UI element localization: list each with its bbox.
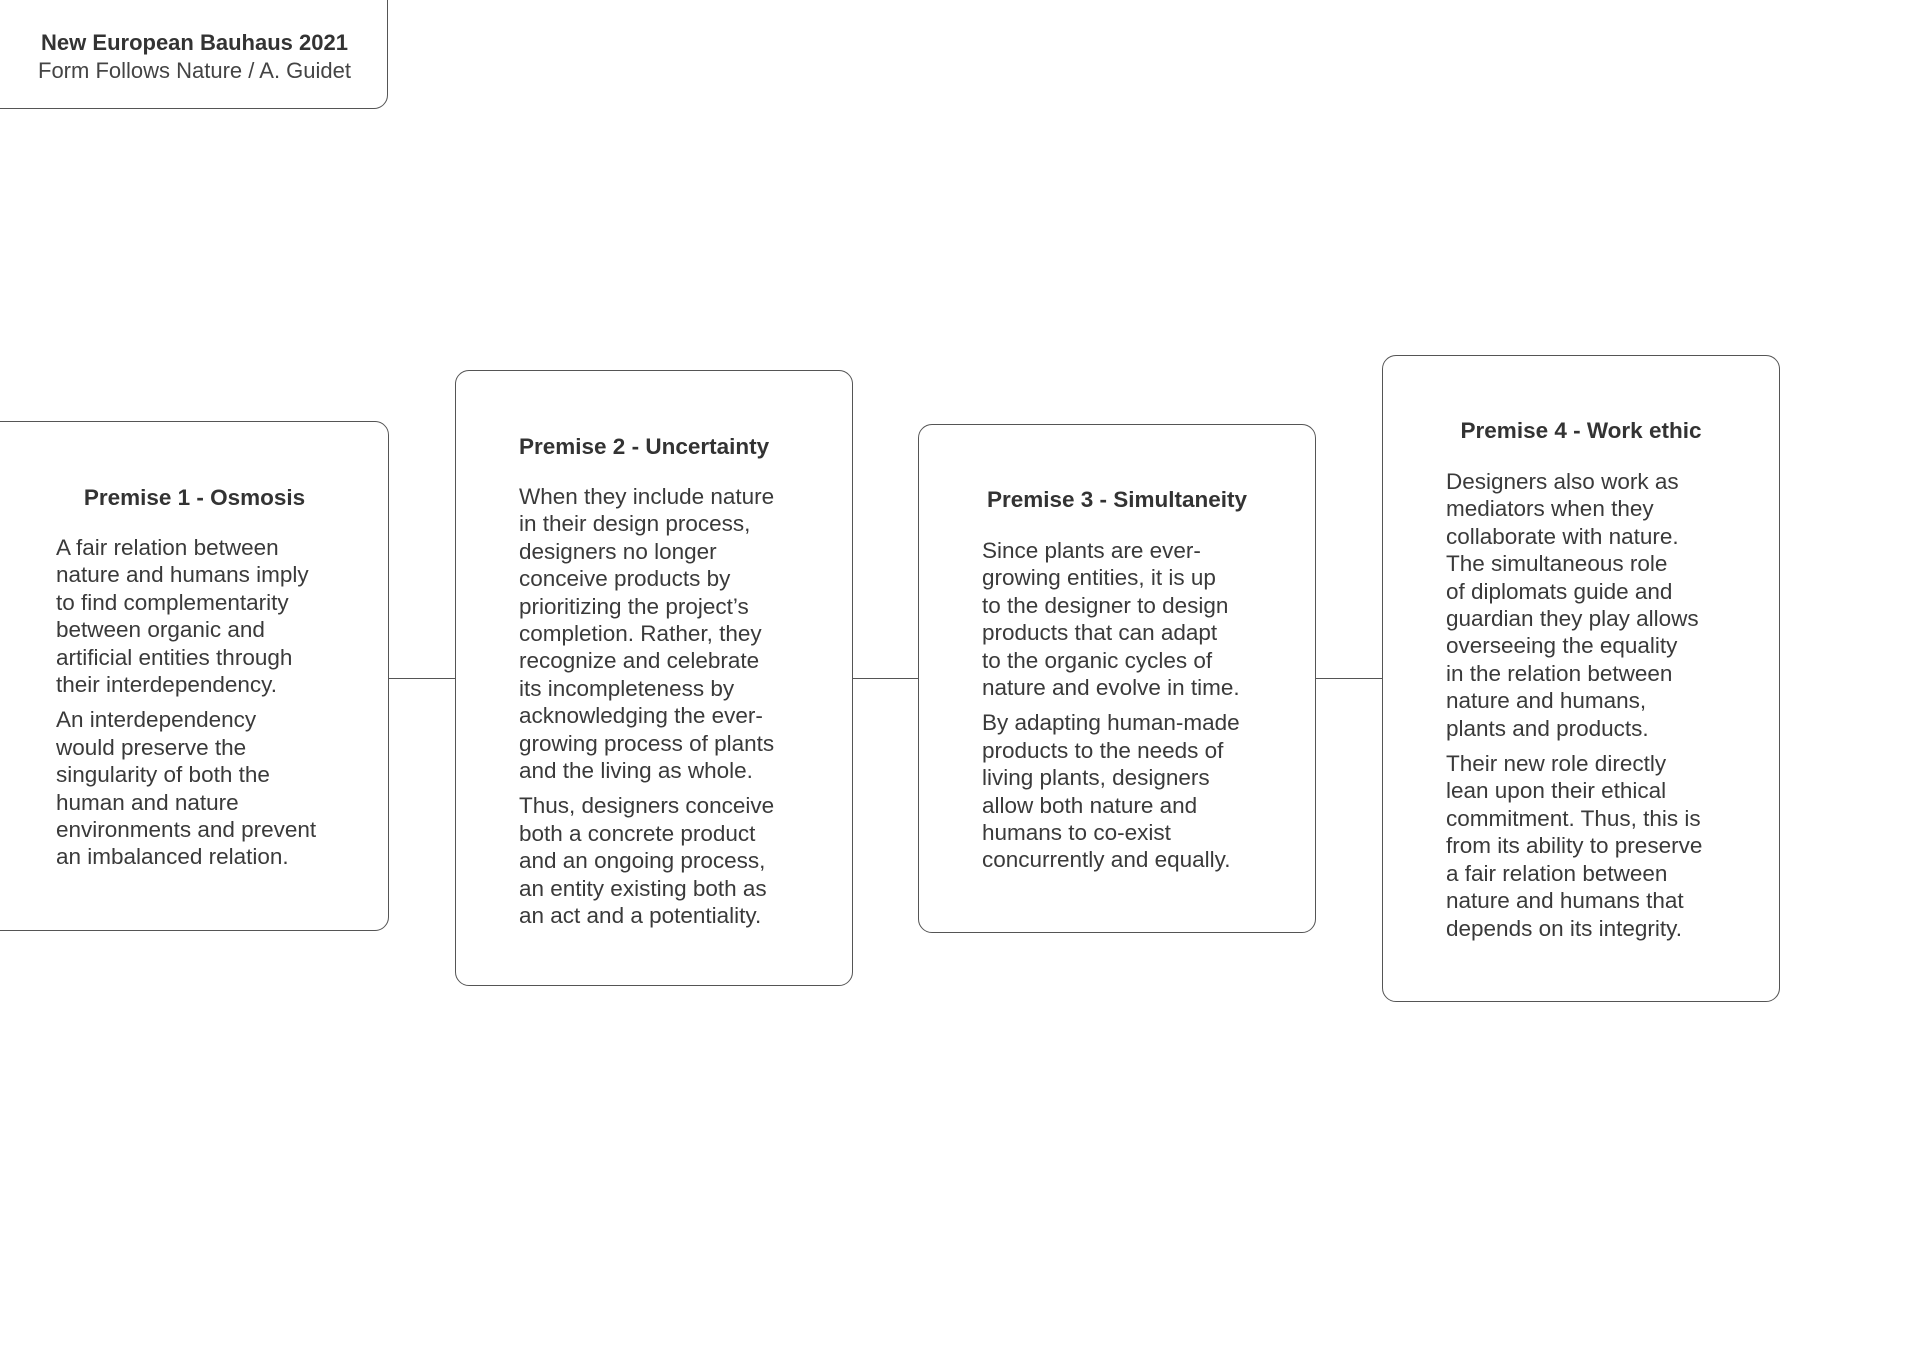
premise-paragraph: Their new role directly lean upon their ethical commitment. Thus, this is from its ability to preserve a fair relation between nature and humans that depends on its integrity. (1446, 751, 1703, 941)
premise-paragraph: An interdependency would preserve the singularity of both the human and nature environments and prevent an imbalanced relation. (56, 707, 317, 870)
header-subtitle: Form Follows Nature / A. Guidet (38, 58, 351, 83)
premise-paragraph: When they include nature in their design process, designers no longer conceive products by prioritizing the project’s completion. Rather, they recognize and celebrate its incompleteness by acknowledging the ever- growing process of plants and the living as whole. (519, 484, 775, 784)
connector-1-2 (389, 678, 455, 679)
premise-paragraph: A fair relation between nature and humans imply to find complementarity between organic and artificial entities through their interdependency. (56, 535, 309, 698)
premise-paragraph: Designers also work as mediators when they collaborate with nature. The simultaneous role of diplomats guide and guardian they play allows overseeing the equality in the relation between nature and humans, plants and products. (1446, 469, 1699, 741)
connector-3-4 (1316, 678, 1382, 679)
premise-card-4 (1382, 355, 1780, 1002)
premise-paragraph: Thus, designers conceive both a concrete product and an ongoing process, an entity existing both as an act and a potentiality. (519, 793, 775, 929)
premise-paragraph: By adapting human-made products to the needs of living plants, designers allow both nature and humans to co-exist concurrently and equally. (982, 710, 1240, 873)
premise-card-2 (455, 370, 853, 986)
premise-card-1 (0, 421, 389, 931)
premise-card-3 (918, 424, 1316, 933)
premise-title: Premise 1 - Osmosis (83, 485, 306, 510)
premise-title: Premise 2 - Uncertainty (519, 434, 770, 459)
premise-paragraph: Since plants are ever- growing entities, it is up to the designer to design products that can adapt to the organic cycles of nature and evolve in time. (982, 538, 1240, 701)
premise-title: Premise 3 - Simultaneity (986, 487, 1248, 512)
header-title: New European Bauhaus 2021 (41, 30, 348, 55)
premise-title: Premise 4 - Work ethic (1460, 418, 1702, 443)
connector-2-3 (853, 678, 918, 679)
